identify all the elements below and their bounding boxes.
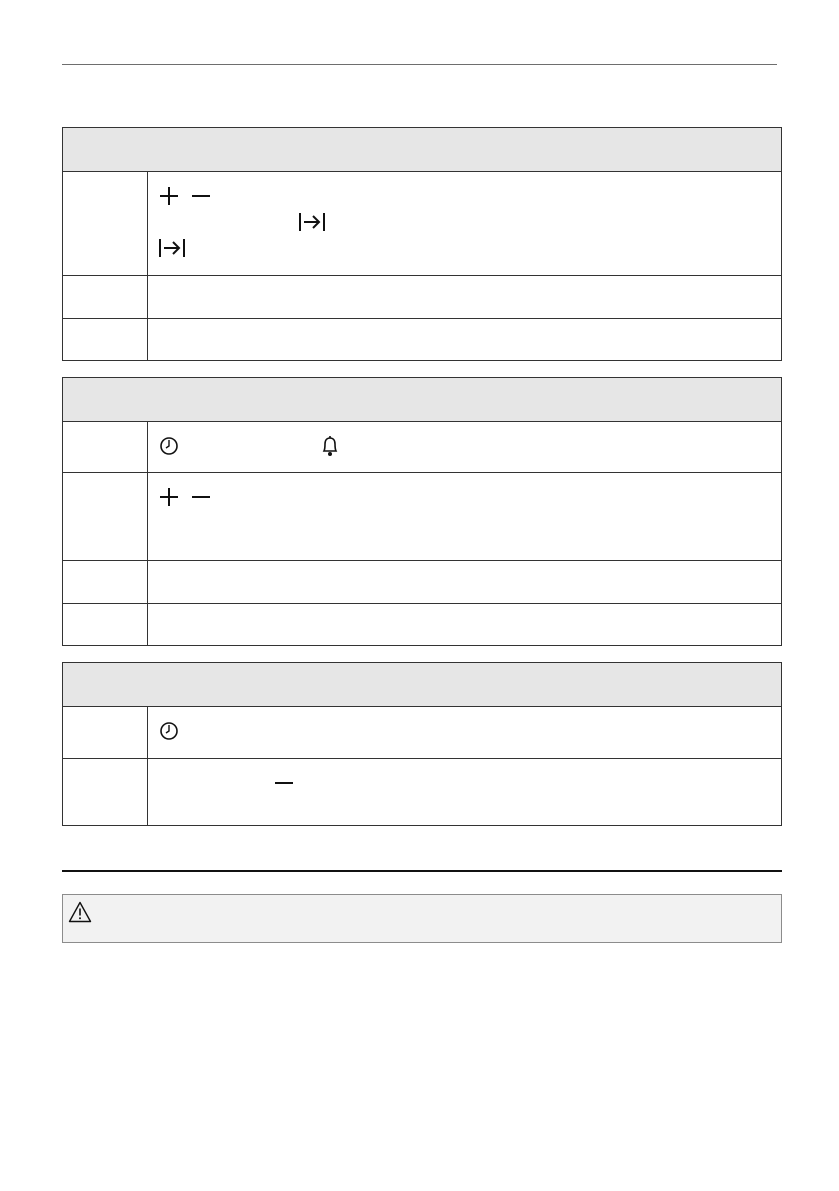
steps-table-1	[62, 127, 782, 361]
section-divider	[62, 870, 782, 872]
step-number-cell	[63, 276, 148, 318]
table-row	[63, 603, 781, 645]
step-description-cell	[148, 473, 781, 560]
table-header	[63, 663, 781, 707]
table-row	[63, 275, 781, 318]
bell-icon	[320, 435, 340, 457]
top-rule	[62, 64, 777, 65]
table-row	[63, 472, 781, 560]
step-description-cell	[148, 604, 781, 645]
step-description-cell	[148, 319, 781, 360]
step-number-cell	[63, 172, 148, 275]
skip-to-end-icon	[298, 212, 326, 232]
table-header	[63, 128, 781, 172]
warning-triangle-icon	[68, 901, 92, 923]
table-row	[63, 422, 781, 472]
clock-icon	[159, 436, 179, 456]
plus-icon	[159, 186, 179, 206]
warning-box	[62, 894, 782, 943]
step-number-cell	[63, 319, 148, 360]
steps-table-2	[62, 377, 782, 646]
minus-icon	[191, 186, 211, 206]
step-number-cell	[63, 604, 148, 645]
step-number-cell	[63, 422, 148, 472]
clock-icon	[159, 721, 179, 741]
table-row	[63, 560, 781, 603]
step-number-cell	[63, 759, 148, 825]
step-description-cell	[148, 422, 781, 472]
step-description-cell	[148, 707, 781, 758]
skip-to-end-icon	[158, 238, 186, 258]
step-description-cell	[148, 172, 781, 275]
table-row	[63, 758, 781, 825]
step-number-cell	[63, 473, 148, 560]
table-row	[63, 172, 781, 275]
table-header	[63, 378, 781, 422]
step-number-cell	[63, 707, 148, 758]
step-description-cell	[148, 561, 781, 603]
step-description-cell	[148, 276, 781, 318]
step-number-cell	[63, 561, 148, 603]
table-row	[63, 707, 781, 758]
minus-icon	[274, 773, 294, 793]
steps-table-3	[62, 662, 782, 826]
step-description-cell	[148, 759, 781, 825]
table-row	[63, 318, 781, 360]
minus-icon	[191, 487, 211, 507]
plus-icon	[159, 487, 179, 507]
